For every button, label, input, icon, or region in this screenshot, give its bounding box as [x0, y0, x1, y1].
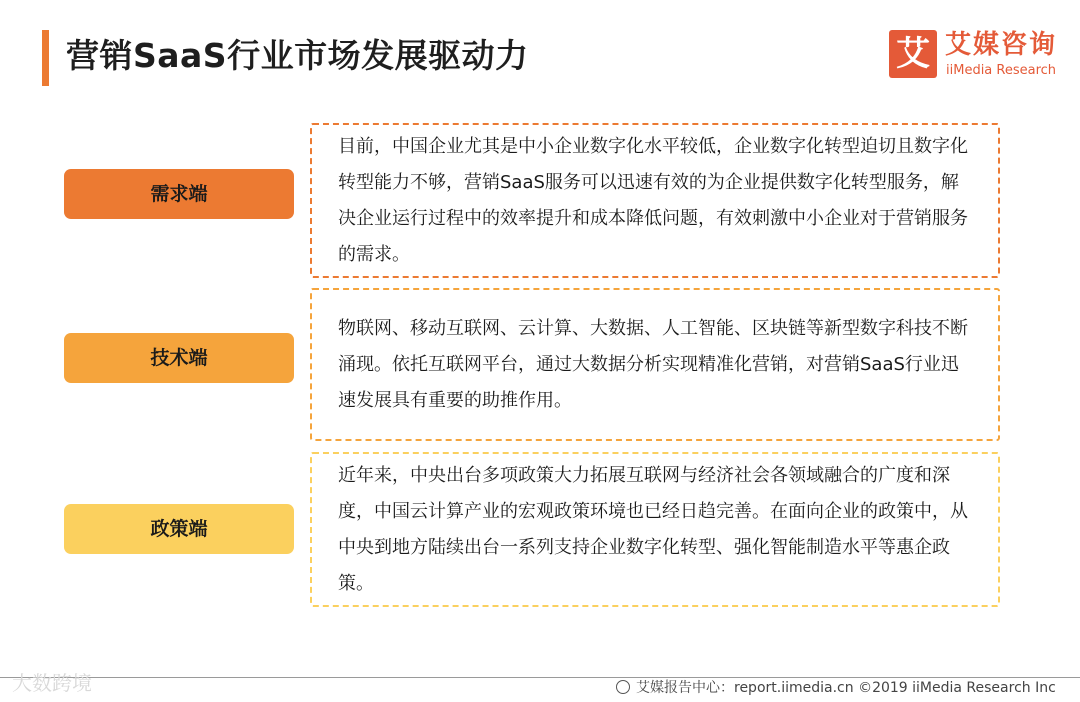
- globe-icon: [616, 680, 630, 694]
- footer-source-text: 艾媒报告中心：report.iimedia.cn ©2019 iiMedia Research Inc: [636, 680, 1056, 696]
- logo-name-cn: 艾媒咨询: [945, 30, 1058, 60]
- watermark-text: 大数跨境: [12, 671, 92, 695]
- demand-side-description-box: [310, 123, 1000, 278]
- demand-side-description: 目前，中国企业尤其是中小企业数字化水平较低，企业数字化转型迫切且数字化转型能力不够，营销SaaS服务可以迅速有效的为企业提供数字化转型服务，解决企业运行过程中的效率提升和成本降低问题，有效刺激中小企业对于营销服务的需求。: [338, 135, 968, 265]
- policy-side-description-box: [310, 452, 1000, 607]
- technology-side-description: 物联网、移动互联网、云计算、大数据、人工智能、区块链等新型数字科技不断涌现。依托互联网平台，通过大数据分析实现精准化营销，对营销SaaS行业迅速发展具有重要的助推作用。: [338, 317, 968, 411]
- demand-side-label: 需求端: [64, 169, 294, 219]
- page-title: 营销SaaS行业市场发展驱动力: [66, 36, 529, 75]
- logo-mark-icon: 艾: [889, 30, 937, 78]
- logo-name-en: iiMedia Research: [946, 63, 1057, 78]
- title-accent-bar: [42, 30, 49, 86]
- policy-side-description: 近年来，中央出台多项政策大力拓展互联网与经济社会各领域融合的广度和深度，中国云计算产业的宏观政策环境也已经日趋完善。在面向企业的政策中，从中央到地方陆续出台一系列支持企业数字化转型、强化智能制造水平等惠企政策。: [338, 464, 968, 594]
- policy-side-label: 政策端: [64, 504, 294, 554]
- iimedia-logo: [889, 30, 1069, 82]
- technology-side-label: 技术端: [64, 333, 294, 383]
- technology-side-description-box: [310, 288, 1000, 441]
